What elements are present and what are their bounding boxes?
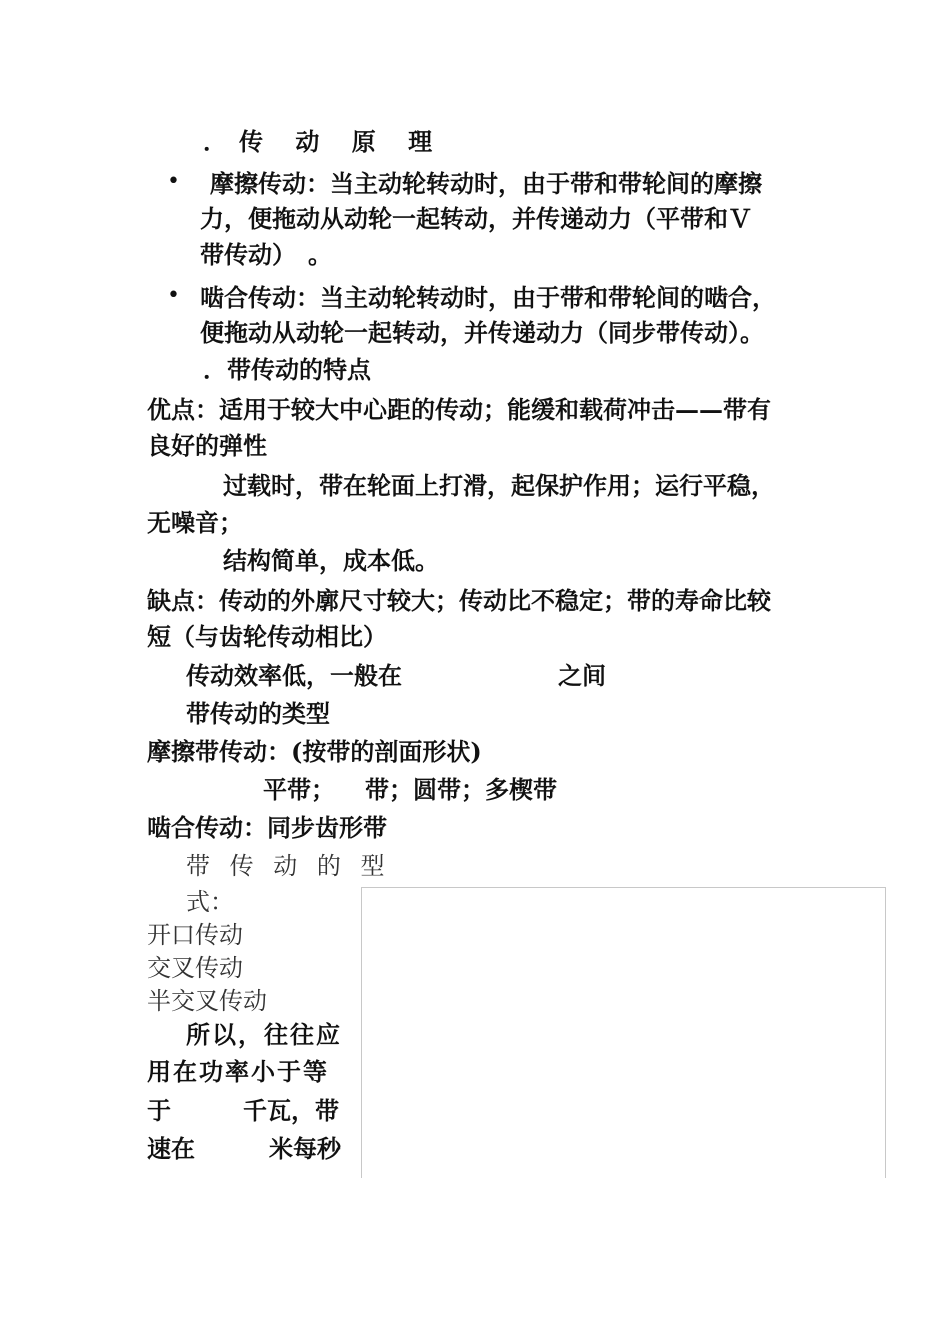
note-line4-start: 速在 bbox=[147, 1134, 195, 1163]
note-line1: 所以，往往应 bbox=[186, 1020, 342, 1049]
note-line4-end: 米每秒 bbox=[269, 1134, 341, 1163]
form-open: 开口传动 bbox=[147, 921, 243, 949]
advantages-line5: 结构简单，成本低。 bbox=[223, 546, 439, 575]
mesh-type-line: 啮合传动：同步齿形带 bbox=[147, 813, 387, 842]
principle-heading: ．传 动 原 理 bbox=[203, 127, 445, 156]
advantages-line3: 过载时，带在轮面上打滑，起保护作用；运行平稳， bbox=[223, 471, 775, 500]
friction-types-line: 摩擦带传动：(按带的剖面形状) bbox=[147, 737, 482, 766]
note-line3-start: 于 bbox=[147, 1096, 171, 1125]
disadvantages-line2: 短（与齿轮传动相比） bbox=[147, 622, 387, 651]
mesh-principle-line2: 便拖动从动轮一起转动，并传递动力（同步带传动）。 bbox=[200, 318, 764, 347]
friction-principle-line1: 摩擦传动：当主动轮转动时，由于带和带轮间的摩擦 bbox=[210, 169, 762, 198]
figure-placeholder bbox=[361, 887, 886, 1178]
belt-types-list: 带；圆带；多楔带 bbox=[365, 775, 557, 804]
efficiency-text-end: 之间 bbox=[558, 661, 606, 690]
friction-principle-line3: 带传动） 。 bbox=[200, 240, 332, 269]
forms-heading-end: 式： bbox=[186, 888, 234, 916]
mesh-principle-line1: 啮合传动：当主动轮转动时，由于带和带轮间的啮合， bbox=[200, 283, 776, 312]
bullet-dot-icon: • bbox=[167, 169, 180, 194]
note-line2: 用在功率小于等 bbox=[147, 1057, 329, 1086]
features-heading: ．带传动的特点 bbox=[203, 355, 371, 384]
flat-belt-text: 平带； bbox=[263, 775, 335, 804]
friction-principle-line2: 力，便拖动从动轮一起转动，并传递动力（平带和Ｖ bbox=[200, 204, 752, 233]
forms-heading: 带 传 动 的 型 bbox=[186, 852, 391, 880]
form-cross: 交叉传动 bbox=[147, 954, 243, 982]
advantages-line2: 良好的弹性 bbox=[147, 431, 267, 460]
advantages-line1: 优点：适用于较大中心距的传动；能缓和载荷冲击——带有 bbox=[147, 395, 771, 424]
bullet-dot-icon: • bbox=[167, 283, 180, 308]
note-line3-end: 千瓦，带 bbox=[243, 1096, 339, 1125]
efficiency-text: 传动效率低，一般在 bbox=[186, 661, 402, 690]
advantages-line4: 无噪音； bbox=[147, 508, 243, 537]
types-heading: 带传动的类型 bbox=[186, 699, 330, 728]
disadvantages-line1: 缺点：传动的外廓尺寸较大；传动比不稳定；带的寿命比较 bbox=[147, 586, 771, 615]
form-half-cross: 半交叉传动 bbox=[147, 987, 267, 1015]
